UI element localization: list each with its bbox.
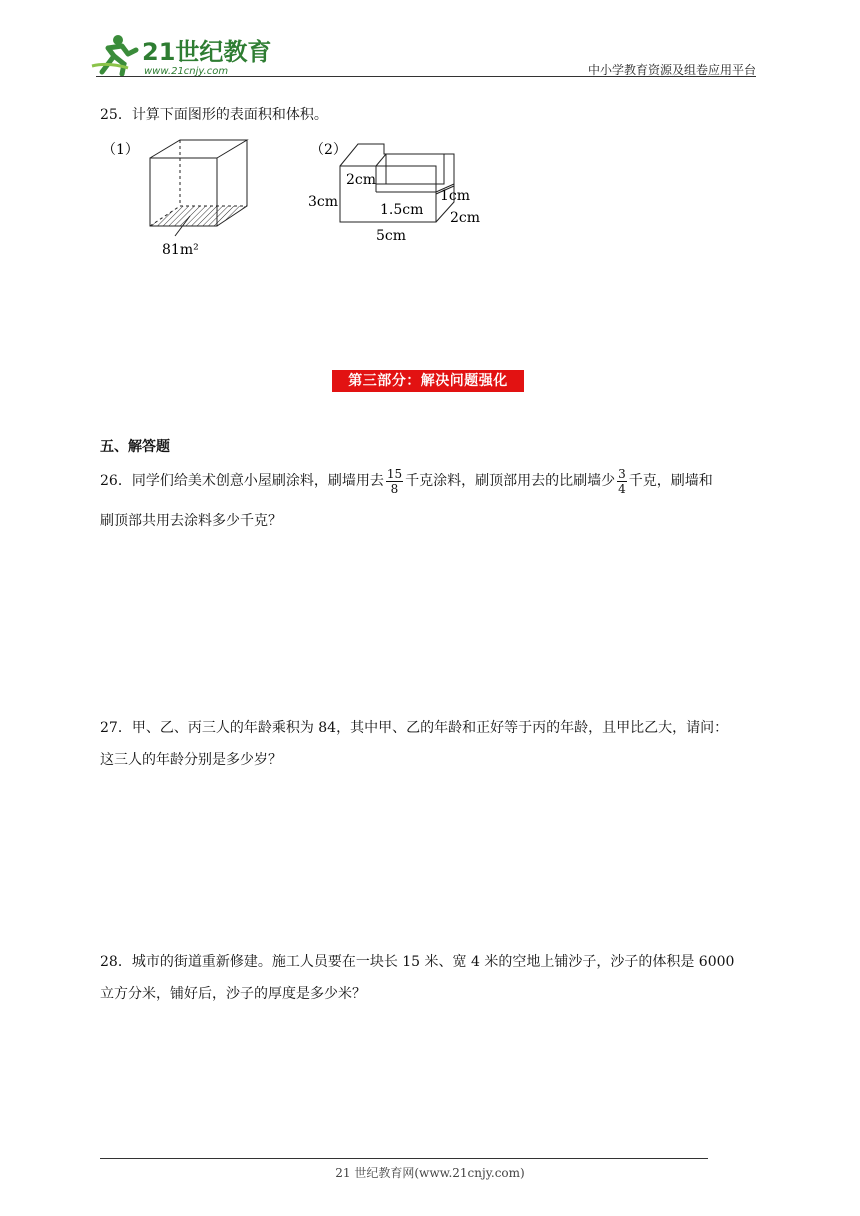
fraction-3-4: $\frac{3}{4}$	[618, 466, 626, 496]
dim-3cm: 3cm	[308, 194, 339, 210]
figure-1-cube	[100, 136, 260, 270]
figure-2-composite-solid	[306, 136, 496, 252]
question-27-line1: 27．甲、乙、丙三人的年龄乘积为 84，其中甲、乙的年龄和正好等于丙的年龄，且甲比乙大，请问：	[100, 720, 729, 736]
question-25-text: 25．计算下面图形的表面积和体积。	[100, 107, 328, 123]
dim-1.5cm: 1.5cm	[380, 202, 424, 218]
header-platform-text: 中小学教育资源及组卷应用平台	[587, 63, 756, 77]
question-28	[100, 946, 760, 1010]
header-divider	[96, 76, 756, 77]
brand-logo	[88, 32, 278, 78]
figure-2-label: （2）	[310, 142, 347, 158]
question-28-line2: 立方分米，铺好后，沙子的厚度是多少米？	[100, 986, 366, 1002]
section-banner: 第三部分：解决问题强化	[332, 370, 524, 392]
question-28-line1: 28．城市的街道重新修建。施工人员要在一块长 15 米、宽 4 米的空地上铺沙子，沙子的体积是 6000	[100, 954, 735, 970]
svg-text:www.21cnjy.com: www.21cnjy.com	[144, 66, 229, 77]
question-26-line2: 刷顶部共用去涂料多少千克？	[100, 513, 282, 529]
dim-1cm: 1cm	[440, 188, 471, 204]
figure-1-label: （1）	[102, 142, 139, 158]
dim-2cm-top: 2cm	[346, 172, 377, 188]
question-26-line1	[100, 466, 760, 496]
base-area-label: 81m²	[162, 242, 199, 258]
dim-5cm: 5cm	[376, 228, 407, 244]
question-26-part2: 千克涂料，刷顶部用去的比刷墙少	[405, 473, 616, 489]
svg-text:21世纪教育: 21世纪教育	[142, 38, 272, 66]
footer-divider	[100, 1158, 708, 1159]
fraction-15-8: $\frac{15}{8}$	[386, 466, 403, 496]
question-27	[100, 712, 760, 776]
question-26-part1: 26．同学们给美术创意小屋刷涂料，刷墙用去	[100, 473, 384, 489]
question-26-part3: 千克，刷墙和	[628, 473, 713, 489]
section-title: 五、解答题	[100, 439, 170, 455]
runner-icon	[92, 35, 136, 74]
question-26	[100, 466, 760, 536]
dim-2cm-depth: 2cm	[450, 210, 481, 226]
footer-text: 21 世纪教育网(www.21cnjy.com)	[335, 1166, 525, 1180]
question-27-line2: 这三人的年龄分别是多少岁？	[100, 752, 282, 768]
